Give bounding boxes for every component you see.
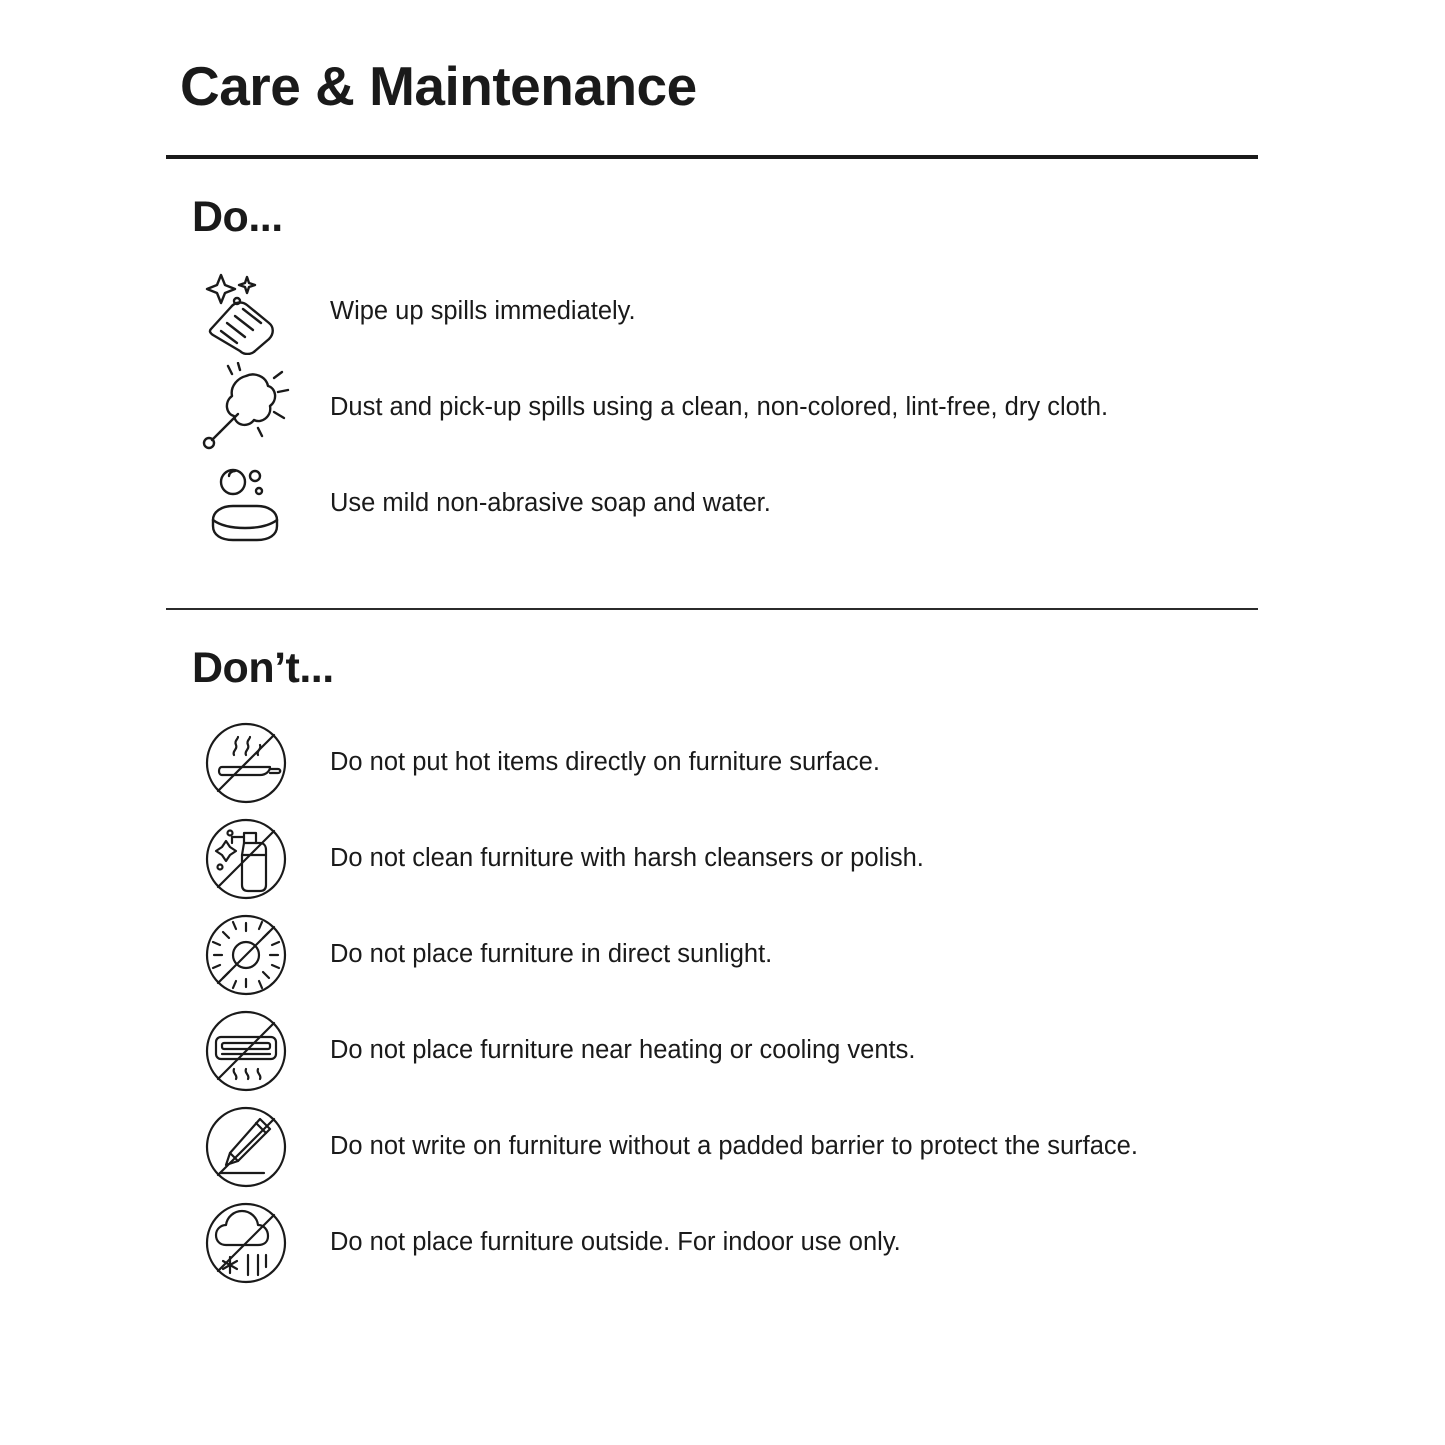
section-spacer [166, 552, 1258, 608]
no-writing-pen-icon [186, 1099, 306, 1195]
list-item [166, 456, 1258, 552]
section-do-heading: Do... [192, 192, 283, 241]
dont-list [166, 715, 1258, 1291]
list-item-text: Do not place furniture in direct sunlight. [330, 939, 773, 968]
list-item-text: Use mild non-abrasive soap and water. [330, 488, 771, 517]
wipe-cloth-icon [186, 264, 306, 360]
list-item-text: Do not place furniture outside. For indoor use only. [330, 1227, 901, 1256]
list-item-text: Wipe up spills immediately. [330, 296, 636, 325]
page-content [166, 56, 1258, 1291]
list-item-text: Do not place furniture near heating or cooling vents. [330, 1035, 916, 1064]
no-outdoor-weather-icon [186, 1195, 306, 1291]
list-item-text: Do not clean furniture with harsh cleansers or polish. [330, 843, 924, 872]
list-item-text: Dust and pick-up spills using a clean, non-colored, lint-free, dry cloth. [330, 392, 1109, 421]
list-item [166, 1099, 1258, 1195]
list-item [166, 1195, 1258, 1291]
duster-icon [186, 360, 306, 456]
list-item [166, 360, 1258, 456]
do-list [166, 264, 1258, 552]
list-item [166, 907, 1258, 1003]
section-dont-heading: Don’t... [192, 643, 334, 692]
list-item-text: Do not put hot items directly on furniture surface. [330, 747, 880, 776]
no-spray-cleaner-icon [186, 811, 306, 907]
list-item-text: Do not write on furniture without a padded barrier to protect the surface. [330, 1131, 1138, 1160]
no-sunlight-icon [186, 907, 306, 1003]
section-do [166, 159, 1258, 552]
list-item [166, 1003, 1258, 1099]
list-item [166, 264, 1258, 360]
list-item [166, 811, 1258, 907]
list-item [166, 715, 1258, 811]
section-dont [166, 610, 1258, 1291]
page-title: Care & Maintenance [180, 55, 697, 117]
no-hvac-vent-icon [186, 1003, 306, 1099]
soap-bubbles-icon [186, 456, 306, 552]
no-hot-items-icon [186, 715, 306, 811]
